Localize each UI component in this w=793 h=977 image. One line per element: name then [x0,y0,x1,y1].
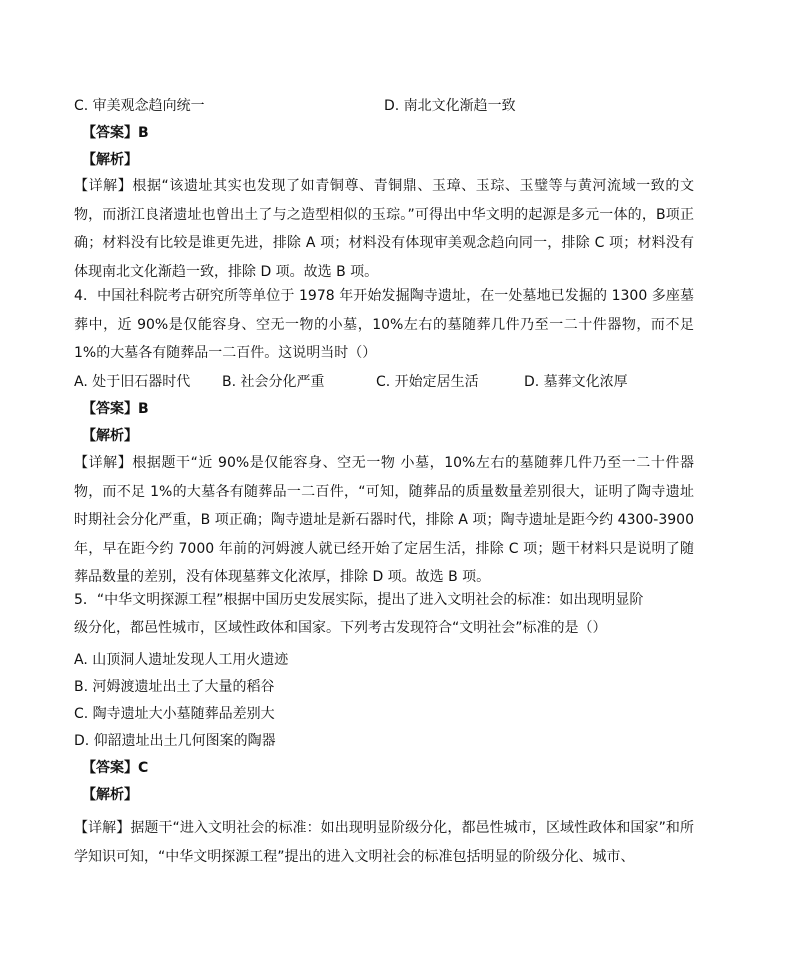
q5-detail: 【详解】据题干“进入文明社会的标准：如出现明显阶级分化，都邑性城市，区域性政体和国家”和所学知识可知，“中华文明探源工程”提出的进入文明社会的标准包括明显的阶级分化、城市、 [74,820,694,865]
q4-option-c: C. 开始定居生活 [376,374,479,390]
q5-option-a: A. 山顶洞人遗址发现人工用火遗迹 [74,652,289,668]
q3-detail: 【详解】根据“该遗址其实也发现了如青铜尊、青铜鼎、玉璋、玉琮、玉璧等与黄河流域一致的文物，而浙江良渚遗址也曾出土了与之造型相似的玉琮。”可得出中华文明的起源是多元一体的，B项正确；材料没有比较是谁更先进，排除 A 项；材料没有体现审美观念趋向同一，排除 C 项；材料没有体现南北文化渐趋一致，排除 D 项。故选 B 项。 [74,178,694,280]
q4-stem: 4．中国社科院考古研究所等单位于 1978 年开始发掘陶寺遗址，在一处墓地已发掘的 1300 多座墓葬中，近 90%是仅能容身、空无一物的小墓，10%左右的墓随葬几件乃至一二十件器物，而不足 1%的大墓各有随葬品一二百件。这说明当时（） [74,288,694,361]
q3-option-c: C. 审美观念趋向统一 [74,98,205,114]
q4-analysis-label: 【解析】 [82,428,138,444]
q5-stem-line1: 5．“中华文明探源工程”根据中国历史发展实际，提出了进入文明社会的标准：如出现明显阶 [74,592,644,608]
q5-analysis-label: 【解析】 [82,787,138,803]
q3-answer: 【答案】B [82,125,149,141]
q4-option-b: B. 社会分化严重 [222,374,325,390]
q5-option-d: D. 仰韶遗址出土几何图案的陶器 [74,733,276,749]
q5-option-c: C. 陶寺遗址大小墓随葬品差别大 [74,706,275,722]
q4-detail: 【详解】根据题干“近 90%是仅能容身、空无一物 小墓，10%左右的墓随葬几件乃至一二十件器物，而不足 1%的大墓各有随葬品一二百件，“可知，随葬品的质量数量差别很大，证明了陶寺遗址时期社会分化严重，B 项正确；陶寺遗址是新石器时代，排除 A 项；陶寺遗址是距今约 4300-3900 年，早在距今约 7000 年前的河姆渡人就已经开始了定居生活，排除 C 项；题干材料只是说明了随葬品数量的差别，没有体现墓葬文化浓厚，排除 D 项。故选 B 项。 [74,455,694,585]
q5-option-b: B. 河姆渡遗址出土了大量的稻谷 [74,679,275,695]
q5-answer: 【答案】C [82,760,149,776]
q5-stem-line2: 级分化，都邑性城市，区域性政体和国家。下列考古发现符合“文明社会”标准的是（） [74,620,607,636]
q4-option-a: A. 处于旧石器时代 [74,374,191,390]
q3-analysis-label: 【解析】 [82,152,138,168]
q4-answer: 【答案】B [82,401,149,417]
q3-option-d: D. 南北文化渐趋一致 [384,98,516,114]
q4-option-d: D. 墓葬文化浓厚 [524,374,628,390]
